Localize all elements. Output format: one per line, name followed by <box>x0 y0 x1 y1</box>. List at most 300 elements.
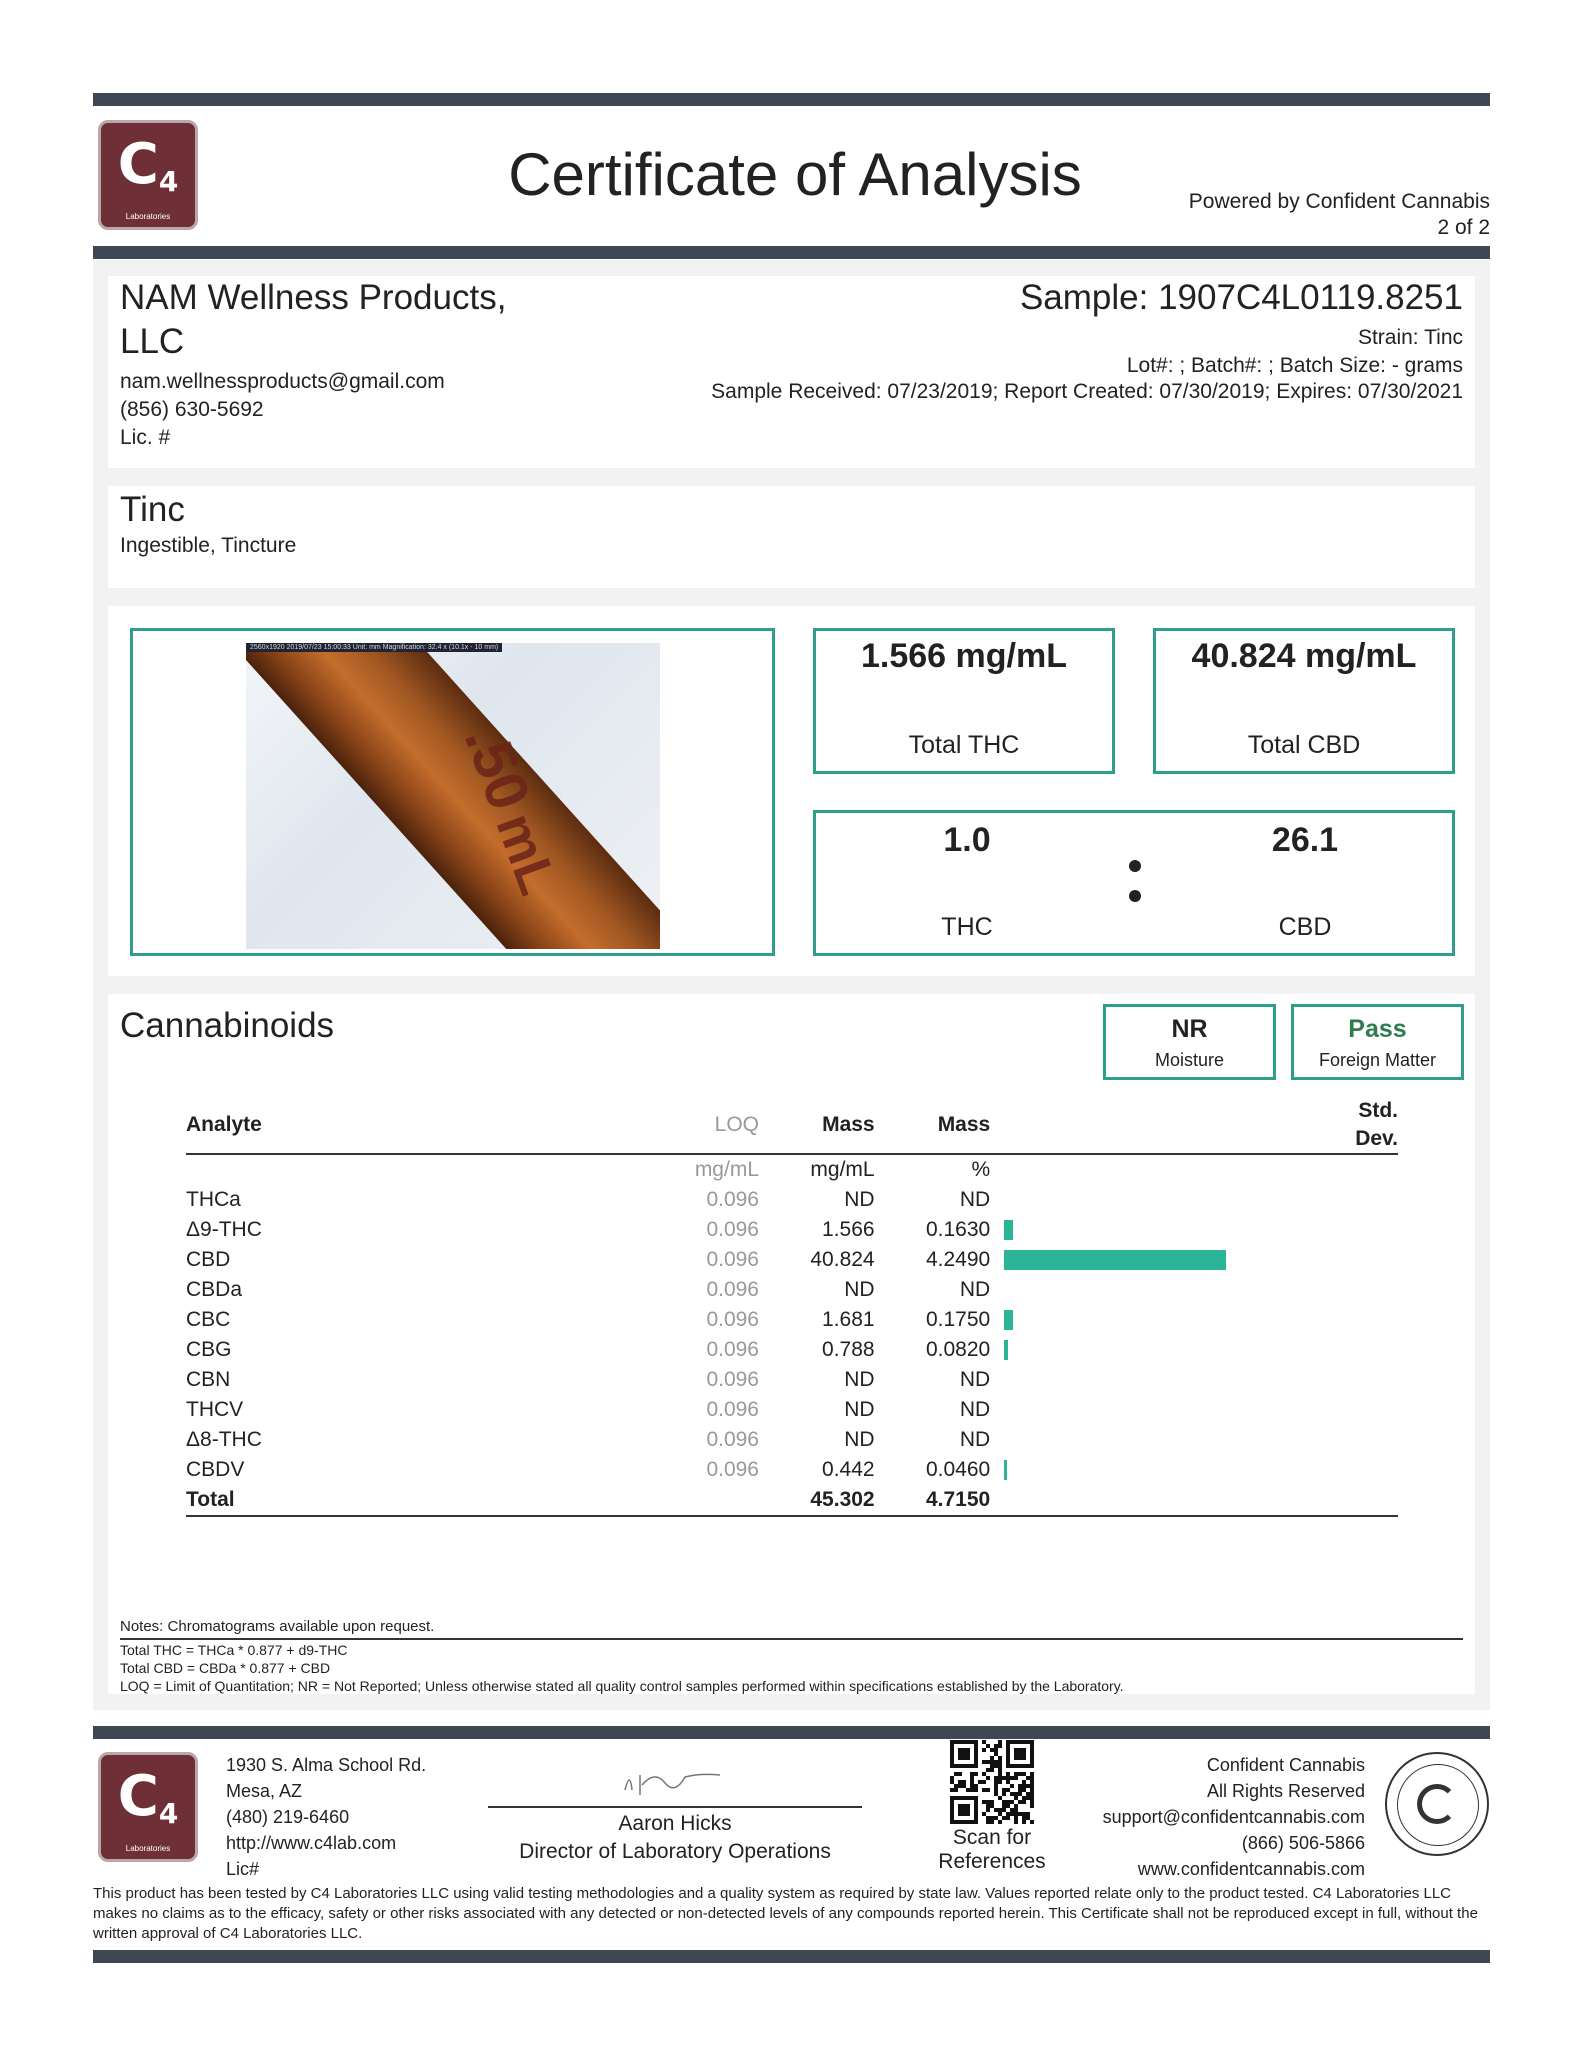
qr-module <box>1010 1776 1014 1780</box>
ratio-box <box>813 810 1455 956</box>
qr-module <box>986 1804 990 1808</box>
analyte-std-dev <box>1355 1425 1398 1455</box>
qr-module <box>954 1772 958 1776</box>
qr-module <box>982 1780 986 1784</box>
moisture-value: NR <box>1171 1015 1208 1043</box>
notes-title: Notes: Chromatograms available upon request. <box>120 1618 435 1635</box>
footer-logo-label: Laboratories <box>125 1844 171 1853</box>
analyte-loq: 0.096 <box>706 1368 759 1391</box>
analyte-bar-cell <box>990 1425 1355 1455</box>
total-pct: 4.7150 <box>875 1485 991 1516</box>
qr-module <box>962 1780 966 1784</box>
qr-module <box>990 1756 994 1760</box>
qr-module <box>994 1764 998 1768</box>
qr-module <box>1030 1796 1034 1800</box>
qr-module <box>982 1788 986 1792</box>
qr-module <box>1026 1776 1030 1780</box>
qr-module <box>954 1784 958 1788</box>
notes-divider <box>120 1638 1463 1640</box>
qr-module <box>1018 1812 1022 1816</box>
client-email: nam.wellnessproducts@gmail.com <box>120 370 445 393</box>
qr-module <box>1026 1812 1030 1816</box>
analyte-bar-cell <box>990 1395 1355 1425</box>
analyte-bar-cell <box>990 1335 1355 1365</box>
col-loq: LOQ <box>579 1097 759 1154</box>
analyte-mass: 40.824 <box>810 1248 875 1271</box>
logo-label: Laboratories <box>125 212 171 221</box>
qr-module <box>994 1808 998 1812</box>
qr-module <box>958 1772 962 1776</box>
analyte-name: CBDV <box>186 1458 245 1481</box>
qr-module <box>994 1784 998 1788</box>
photo-frame <box>130 628 775 956</box>
qr-module <box>1018 1788 1022 1792</box>
analyte-loq: 0.096 <box>706 1218 759 1241</box>
table-header-row <box>186 1097 1398 1154</box>
unit-mass-pct: % <box>971 1158 991 1181</box>
qr-module <box>990 1816 994 1820</box>
qr-module <box>998 1780 1002 1784</box>
lab-phone: (480) 219-6460 <box>226 1807 350 1827</box>
lab-address <box>226 1752 426 1882</box>
qr-module <box>974 1784 978 1788</box>
client-panel <box>108 276 1475 468</box>
qr-module <box>1030 1820 1034 1824</box>
units-row <box>186 1154 1398 1185</box>
lab-website[interactable]: http://www.c4lab.com <box>226 1833 397 1853</box>
analyte-bar <box>1004 1220 1013 1240</box>
qr-module <box>998 1740 1002 1744</box>
qr-module <box>1022 1812 1026 1816</box>
qr-module <box>990 1748 994 1752</box>
qr-module <box>1014 1776 1018 1780</box>
col-mass-pct: Mass <box>875 1097 991 1154</box>
unit-loq: mg/mL <box>694 1158 759 1181</box>
table-row <box>186 1275 1398 1305</box>
qr-module <box>998 1764 1002 1768</box>
analyte-loq: 0.096 <box>706 1338 759 1361</box>
logo-letter: C <box>117 132 159 197</box>
qr-module <box>1022 1784 1026 1788</box>
qr-module <box>1022 1820 1026 1824</box>
qr-module <box>1002 1776 1006 1780</box>
page-number: 2 of 2 <box>1437 216 1490 239</box>
qr-module <box>970 1776 974 1780</box>
signer-title: Director of Laboratory Operations <box>519 1840 831 1863</box>
qr-module <box>990 1820 994 1824</box>
analyte-std-dev <box>1355 1365 1398 1395</box>
qr-module <box>1010 1800 1014 1804</box>
qr-module <box>958 1748 970 1760</box>
qr-module <box>986 1800 990 1804</box>
qr-module <box>1018 1792 1022 1796</box>
footer-logo-letter: C <box>117 1764 159 1829</box>
qr-module <box>994 1760 998 1764</box>
analyte-pct: ND <box>959 1398 991 1421</box>
analyte-name: CBG <box>186 1338 232 1361</box>
qr-module <box>962 1784 966 1788</box>
qr-module <box>1026 1796 1030 1800</box>
qr-module <box>982 1812 986 1816</box>
analyte-bar <box>1004 1250 1226 1270</box>
sample-lot: Lot#: ; Batch#: ; Batch Size: - grams <box>1126 354 1463 377</box>
cc-email[interactable]: support@confidentcannabis.com <box>1102 1807 1365 1827</box>
ratio-cbd-label: CBD <box>1278 913 1332 941</box>
qr-module <box>1022 1788 1026 1792</box>
total-mass: 45.302 <box>759 1485 875 1516</box>
total-thc-value: 1.566 mg/mL <box>861 637 1067 675</box>
analyte-std-dev <box>1355 1395 1398 1425</box>
analyte-mass: 1.681 <box>822 1308 875 1331</box>
qr-module <box>982 1800 986 1804</box>
logo-sub: 4 <box>158 165 179 198</box>
qr-module <box>994 1780 998 1784</box>
qr-module <box>1006 1776 1010 1780</box>
sample-strain: Strain: Tinc <box>1357 326 1463 349</box>
table-row <box>186 1455 1398 1485</box>
table-row <box>186 1305 1398 1335</box>
qr-module <box>1030 1804 1034 1808</box>
total-thc-label: Total THC <box>908 731 1020 759</box>
analyte-std-dev <box>1355 1185 1398 1215</box>
analyte-mass: ND <box>844 1278 875 1301</box>
sample-dates: Sample Received: 07/23/2019; Report Created: 07/30/2019; Expires: 07/30/2021 <box>711 380 1463 403</box>
analyte-pct: ND <box>959 1368 991 1391</box>
qr-module <box>1006 1800 1010 1804</box>
tube-mark-ml: mL <box>484 805 569 903</box>
signature-image <box>610 1755 740 1805</box>
qr-module <box>986 1760 990 1764</box>
qr-module <box>986 1768 990 1772</box>
cc-rights: All Rights Reserved <box>1206 1781 1365 1801</box>
qr-module <box>1014 1820 1018 1824</box>
bottom-bar <box>93 1950 1490 1963</box>
qr-module <box>970 1784 974 1788</box>
analyte-loq: 0.096 <box>706 1188 759 1211</box>
analyte-name: THCa <box>186 1188 241 1211</box>
qr-module <box>1030 1788 1034 1792</box>
notes-total-thc: Total THC = THCa * 0.877 + d9-THC <box>120 1642 348 1658</box>
qr-module <box>978 1780 982 1784</box>
total-cbd-box <box>1153 628 1455 774</box>
analyte-pct: 0.0820 <box>925 1338 991 1361</box>
qr-module <box>990 1800 994 1804</box>
total-thc-box <box>813 628 1115 774</box>
ratio-thc-value: 1.0 <box>943 821 991 859</box>
qr-module <box>1030 1800 1034 1804</box>
qr-module <box>1022 1800 1026 1804</box>
analyte-std-dev <box>1355 1275 1398 1305</box>
product-type: Ingestible, Tincture <box>120 534 297 557</box>
col-std-dev: Std. Dev. <box>1355 1097 1398 1154</box>
qr-module <box>1010 1784 1014 1788</box>
analyte-bar-cell <box>990 1365 1355 1395</box>
qr-module <box>1014 1816 1018 1820</box>
confident-cannabis-seal <box>1385 1752 1489 1856</box>
table-row <box>186 1335 1398 1365</box>
page-title: Certificate of Analysis <box>508 141 1082 208</box>
qr-module <box>982 1772 986 1776</box>
table-row <box>186 1215 1398 1245</box>
qr-module <box>998 1772 1002 1776</box>
qr-module <box>974 1772 978 1776</box>
col-mass-mg: Mass <box>759 1097 875 1154</box>
qr-module <box>990 1764 994 1768</box>
qr-module <box>994 1744 998 1748</box>
qr-module <box>950 1788 954 1792</box>
cannabinoids-title: Cannabinoids <box>120 1006 335 1045</box>
header-bar <box>93 246 1490 259</box>
summary-panel <box>108 606 1475 976</box>
foreign-matter-value: Pass <box>1348 1015 1407 1043</box>
qr-module <box>998 1756 1002 1760</box>
analyte-pct: 0.0460 <box>925 1458 991 1481</box>
analyte-mass: 0.442 <box>822 1458 875 1481</box>
moisture-box <box>1103 1004 1276 1080</box>
qr-module <box>998 1776 1002 1780</box>
disclaimer: This product has been tested by C4 Laboratories LLC using valid testing methodologies and a quality system as required by state law. Values reported relate only to the product tested. C4 Laboratories LLC makes no claims as to the efficacy, safety or other risks associated with any detected or non-detected levels of any compounds reported herein. This Certificate shall not be reproduced except in full, without the written approval of C4 Laboratories LLC. <box>93 1885 1478 1942</box>
ratio-cbd-value: 26.1 <box>1271 821 1339 859</box>
qr-module <box>1014 1812 1018 1816</box>
analyte-mass: 1.566 <box>822 1218 875 1241</box>
unit-mass-mg: mg/mL <box>810 1158 875 1181</box>
qr-module <box>958 1784 962 1788</box>
qr-module <box>1002 1800 1006 1804</box>
qr-module <box>1026 1784 1030 1788</box>
cc-website[interactable]: www.confidentcannabis.com <box>1137 1859 1365 1879</box>
analyte-pct: 0.1750 <box>925 1308 991 1331</box>
qr-module <box>1014 1748 1026 1760</box>
analyte-bar <box>1004 1460 1007 1480</box>
qr-module <box>1006 1780 1010 1784</box>
qr-module <box>994 1748 998 1752</box>
qr-module <box>998 1808 1002 1812</box>
qr-module <box>990 1760 994 1764</box>
qr-module <box>986 1788 990 1792</box>
analyte-bar-cell <box>990 1305 1355 1335</box>
qr-module <box>998 1820 1002 1824</box>
qr-module <box>950 1776 954 1780</box>
qr-module <box>1010 1812 1014 1816</box>
sample-id: Sample: 1907C4L0119.8251 <box>1019 278 1463 317</box>
analyte-mass: ND <box>844 1188 875 1211</box>
signer-name: Aaron Hicks <box>618 1812 732 1835</box>
qr-module <box>958 1804 970 1816</box>
qr-module <box>994 1816 998 1820</box>
qr-module <box>1030 1784 1034 1788</box>
qr-module <box>1006 1788 1010 1792</box>
qr-module <box>1018 1772 1022 1776</box>
analyte-pct: ND <box>959 1278 991 1301</box>
qr-module <box>986 1808 990 1812</box>
analyte-bar-cell <box>990 1215 1355 1245</box>
client-name-line1: NAM Wellness Products, <box>120 278 507 317</box>
client-phone: (856) 630-5692 <box>120 398 264 421</box>
qr-module <box>970 1772 974 1776</box>
analyte-std-dev <box>1355 1455 1398 1485</box>
qr-module <box>1014 1796 1018 1800</box>
sample-photo <box>246 643 660 949</box>
qr-module <box>994 1752 998 1756</box>
analyte-name: THCV <box>186 1398 244 1421</box>
qr-module <box>950 1780 954 1784</box>
foreign-matter-box <box>1291 1004 1464 1080</box>
client-name-line2: LLC <box>120 322 185 361</box>
analyte-std-dev <box>1355 1245 1398 1275</box>
powered-by: Powered by Confident Cannabis <box>1188 190 1490 213</box>
analyte-name: Δ9-THC <box>186 1218 262 1241</box>
ratio-thc-label: THC <box>941 913 993 941</box>
analyte-name: CBD <box>186 1248 231 1271</box>
qr-module <box>1018 1800 1022 1804</box>
cc-name: Confident Cannabis <box>1206 1755 1365 1775</box>
qr-code[interactable] <box>950 1740 1034 1824</box>
qr-module <box>998 1796 1002 1800</box>
lab-address-line1: 1930 S. Alma School Rd. <box>226 1755 427 1775</box>
qr-module <box>1026 1816 1030 1820</box>
qr-module <box>998 1812 1002 1816</box>
scan-references: References <box>938 1850 1046 1873</box>
qr-module <box>974 1788 978 1792</box>
qr-module <box>1022 1796 1026 1800</box>
analyte-loq: 0.096 <box>706 1458 759 1481</box>
qr-module <box>1002 1804 1006 1808</box>
product-name: Tinc <box>120 490 185 529</box>
analyte-bar <box>1004 1310 1013 1330</box>
qr-module <box>1022 1780 1026 1784</box>
qr-module <box>994 1792 998 1796</box>
qr-module <box>1010 1792 1014 1796</box>
analyte-name: CBN <box>186 1368 231 1391</box>
analyte-mass: ND <box>844 1398 875 1421</box>
footer-c4-logo <box>98 1752 198 1862</box>
analyte-pct: 4.2490 <box>925 1248 991 1271</box>
qr-module <box>998 1760 1002 1764</box>
qr-module <box>986 1776 990 1780</box>
analyte-std-dev <box>1355 1335 1398 1365</box>
analyte-std-dev <box>1355 1305 1398 1335</box>
notes-total-cbd: Total CBD = CBDa * 0.877 + CBD <box>120 1660 331 1676</box>
table-row <box>186 1245 1398 1275</box>
analyte-pct: ND <box>959 1188 991 1211</box>
analyte-mass: ND <box>844 1428 875 1451</box>
table-row <box>186 1365 1398 1395</box>
qr-module <box>982 1760 986 1764</box>
qr-module <box>1002 1816 1006 1820</box>
foreign-matter-label: Foreign Matter <box>1318 1050 1437 1070</box>
qr-module <box>986 1820 990 1824</box>
total-cbd-value: 40.824 mg/mL <box>1191 637 1417 675</box>
analyte-mass: 0.788 <box>822 1338 875 1361</box>
analyte-bar-cell <box>990 1245 1355 1275</box>
product-panel <box>108 486 1475 588</box>
signature-line <box>488 1806 862 1808</box>
total-row <box>186 1485 1398 1516</box>
analyte-pct: ND <box>959 1428 991 1451</box>
qr-module <box>1030 1780 1034 1784</box>
col-bar <box>990 1097 1355 1154</box>
qr-module <box>1002 1808 1006 1812</box>
cc-phone: (866) 506-5866 <box>1241 1833 1365 1853</box>
qr-module <box>1006 1772 1010 1776</box>
analyte-loq: 0.096 <box>706 1398 759 1421</box>
analyte-loq: 0.096 <box>706 1248 759 1271</box>
qr-module <box>1030 1792 1034 1796</box>
scan-for: Scan for <box>952 1826 1032 1849</box>
analyte-bar <box>1004 1340 1008 1360</box>
qr-module <box>982 1740 986 1744</box>
cc-info <box>1103 1752 1365 1882</box>
analyte-bar-cell <box>990 1185 1355 1215</box>
total-cbd-label: Total CBD <box>1247 731 1361 759</box>
table-row <box>186 1185 1398 1215</box>
analyte-loq: 0.096 <box>706 1428 759 1451</box>
total-label: Total <box>186 1485 579 1516</box>
qr-module <box>970 1788 974 1792</box>
qr-module <box>994 1776 998 1780</box>
qr-module <box>990 1804 994 1808</box>
client-license: Lic. # <box>120 426 171 449</box>
cannabinoids-table <box>186 1097 1398 1517</box>
qr-module <box>982 1748 986 1752</box>
qr-module <box>1014 1808 1018 1812</box>
tube-mark-50: .50 <box>451 716 544 819</box>
qr-module <box>1022 1772 1026 1776</box>
analyte-name: Δ8-THC <box>186 1428 262 1451</box>
table-row <box>186 1395 1398 1425</box>
qr-module <box>994 1788 998 1792</box>
analyte-loq: 0.096 <box>706 1308 759 1331</box>
qr-module <box>1014 1804 1018 1808</box>
ratio-colon-bottom <box>1129 890 1141 902</box>
qr-module <box>1006 1812 1010 1816</box>
ratio-colon-top <box>1129 860 1141 872</box>
analyte-std-dev <box>1355 1215 1398 1245</box>
analyte-bar-cell <box>990 1455 1355 1485</box>
qr-module <box>958 1780 962 1784</box>
qr-module <box>986 1816 990 1820</box>
analyte-loq: 0.096 <box>706 1278 759 1301</box>
qr-module <box>1002 1788 1006 1792</box>
qr-module <box>1026 1792 1030 1796</box>
lab-address-line2: Mesa, AZ <box>226 1781 303 1801</box>
qr-module <box>1002 1792 1006 1796</box>
table-row <box>186 1425 1398 1455</box>
qr-module <box>986 1744 990 1748</box>
analyte-pct: 0.1630 <box>925 1218 991 1241</box>
analyte-name: CBC <box>186 1308 231 1331</box>
qr-module <box>1018 1784 1022 1788</box>
qr-module <box>1006 1816 1010 1820</box>
photo-caption: 2560x1920 2019/07/23 15:00:33 Unit: mm Magnification: 32.4 x (10.1x - 10 mm) <box>246 643 502 652</box>
footer-logo-sub: 4 <box>158 1797 179 1830</box>
qr-module <box>954 1788 958 1792</box>
qr-module <box>1010 1808 1014 1812</box>
analyte-name: CBDa <box>186 1278 243 1301</box>
qr-module <box>1030 1772 1034 1776</box>
qr-module <box>998 1744 1002 1748</box>
qr-module <box>1022 1816 1026 1820</box>
qr-module <box>998 1768 1002 1772</box>
qr-module <box>970 1780 974 1784</box>
moisture-label: Moisture <box>1154 1050 1225 1070</box>
notes-loq: LOQ = Limit of Quantitation; NR = Not Reported; Unless otherwise stated all quality control samples performed within specifications established by the Laboratory. <box>120 1678 1124 1694</box>
qr-module <box>1014 1792 1018 1796</box>
col-analyte: Analyte <box>186 1097 579 1154</box>
qr-module <box>1006 1804 1010 1808</box>
qr-module <box>966 1788 970 1792</box>
analyte-bar-cell <box>990 1275 1355 1305</box>
